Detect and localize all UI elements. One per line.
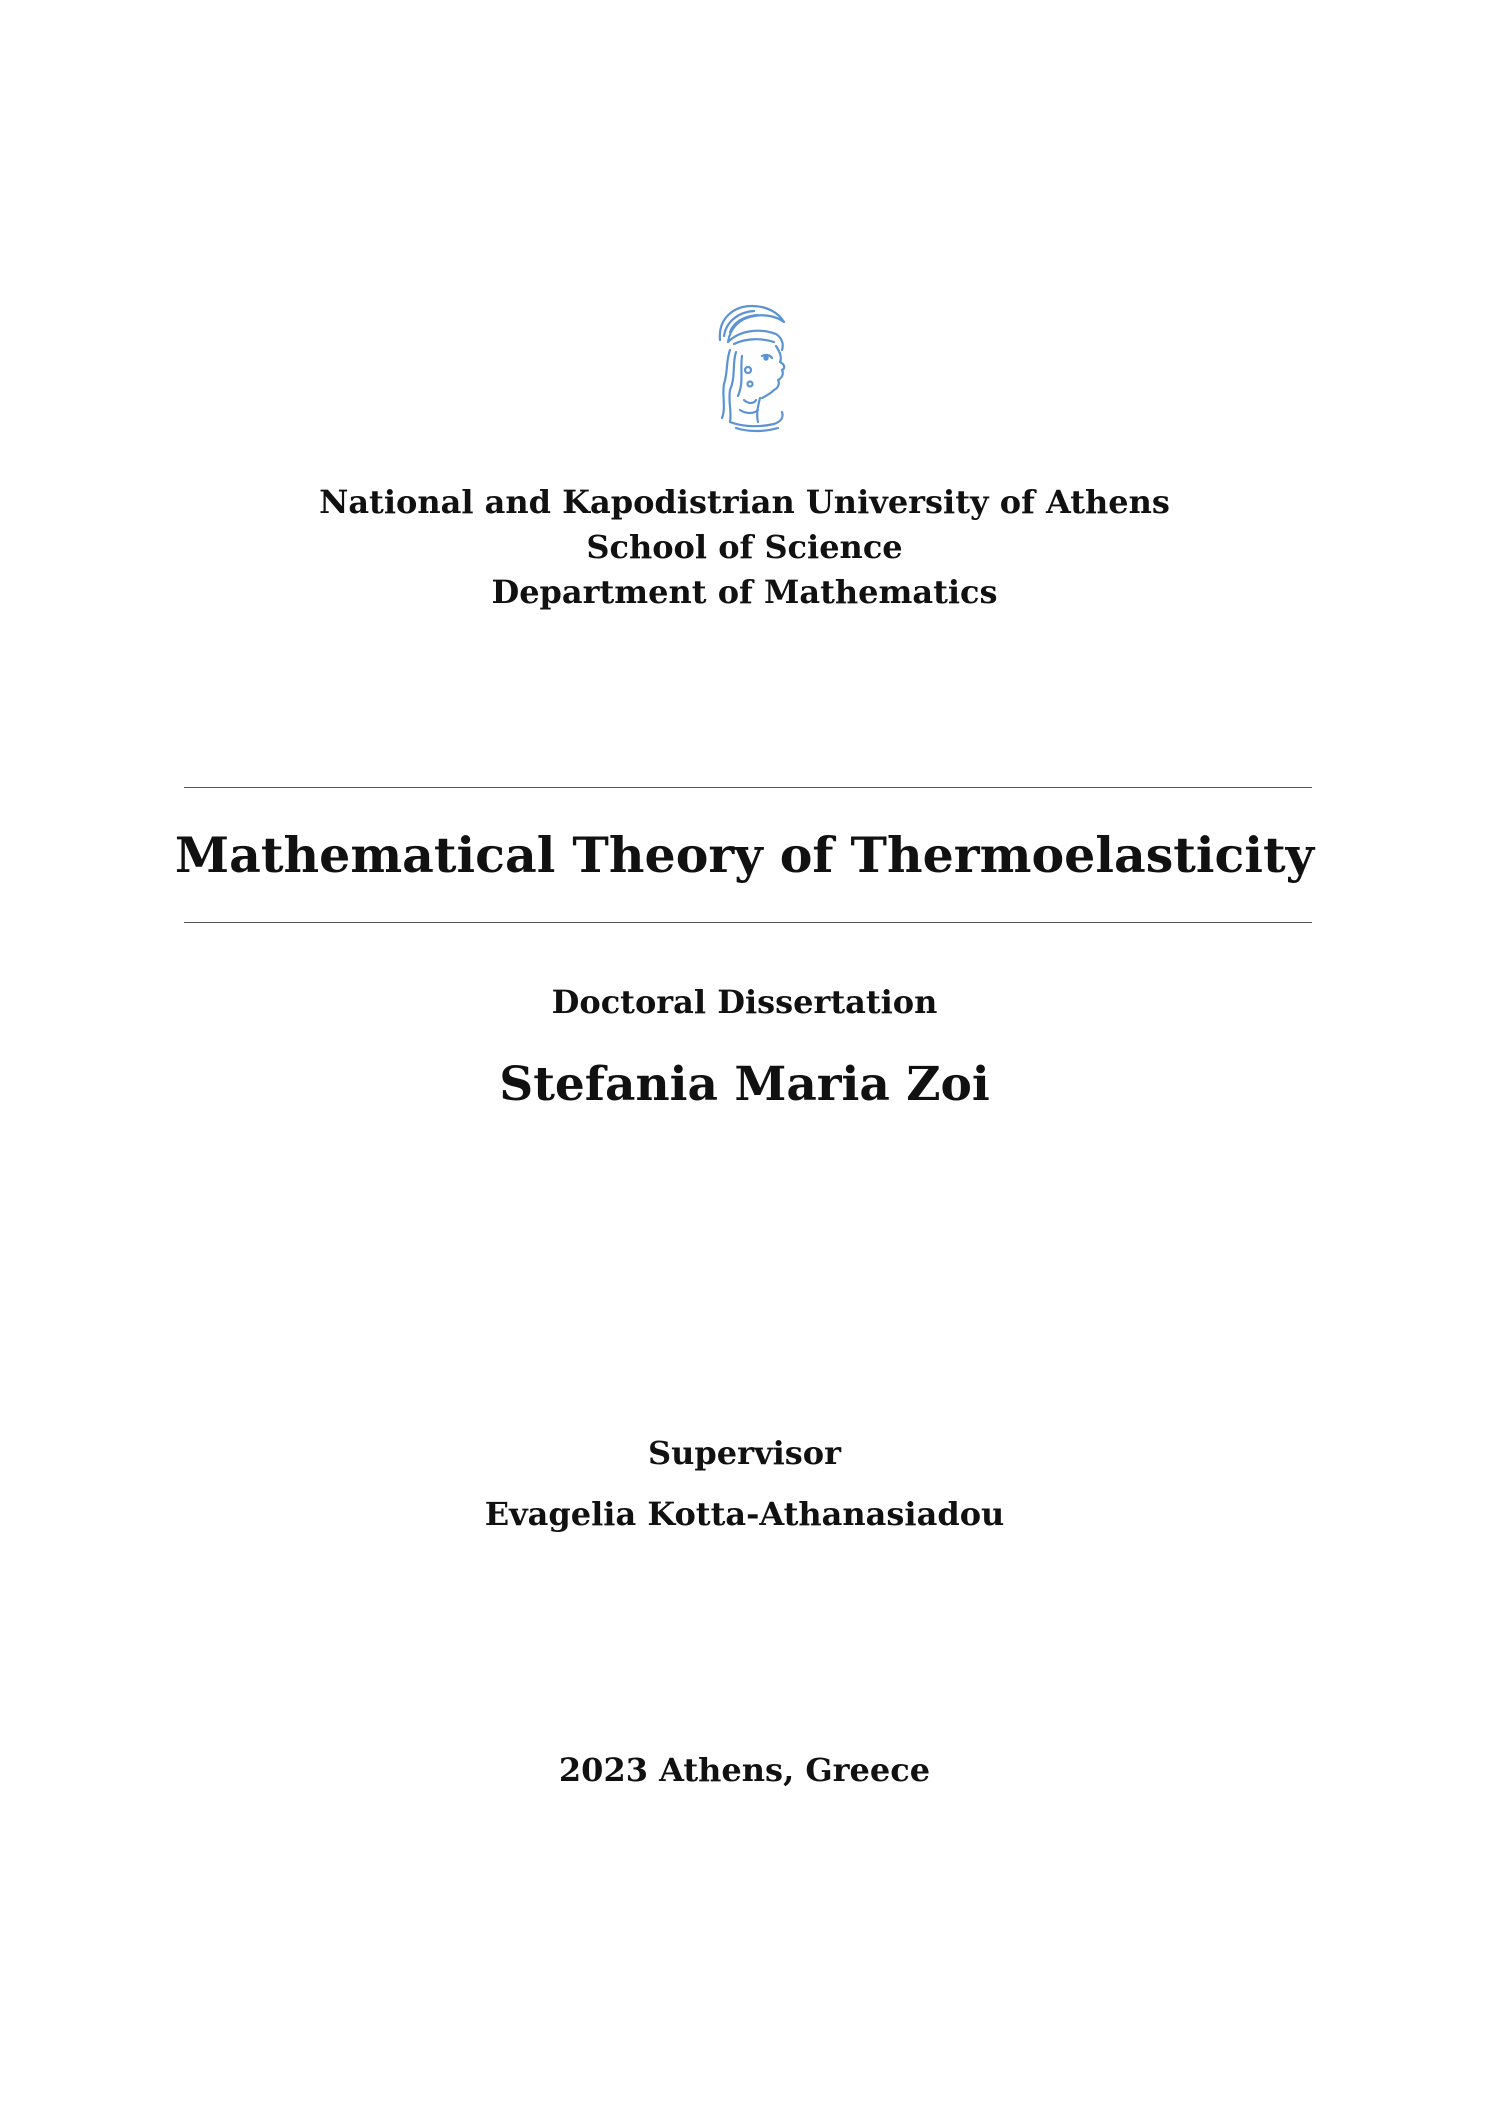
title-rule-top	[184, 787, 1312, 788]
author-name: Stefania Maria Zoi	[499, 1057, 990, 1112]
title-rule-bottom	[184, 922, 1312, 923]
institution-block	[0, 480, 1489, 615]
year-and-place: 2023 Athens, Greece	[558, 1751, 931, 1789]
university-name: National and Kapodistrian University of Athens	[319, 483, 1170, 521]
supervisor-label: Supervisor	[648, 1434, 841, 1472]
athena-helmet-emblem-icon	[700, 300, 796, 434]
school-name: School of Science	[586, 528, 903, 566]
department-name: Department of Mathematics	[491, 573, 998, 611]
document-type: Doctoral Dissertation	[551, 983, 938, 1021]
supervisor-name: Evagelia Kotta-Athanasiadou	[484, 1495, 1005, 1533]
thesis-title: Mathematical Theory of Thermoelasticity	[174, 826, 1315, 884]
